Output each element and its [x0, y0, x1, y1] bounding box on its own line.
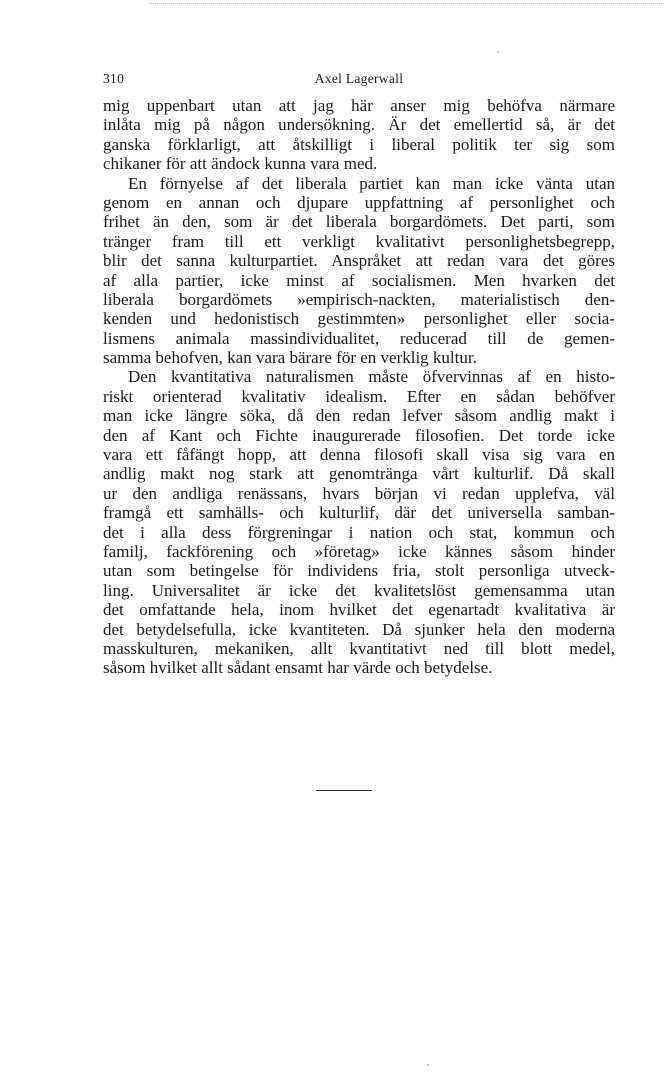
text-line: såsom hvilket allt sådant ensamt har värde och betydelse. [103, 658, 493, 678]
text-line: andlig makt nog stark att genomtränga vårt kulturlif. Då skall [103, 464, 615, 484]
text-line: det betydelsefulla, icke kvantiteten. Då sjunker hela den moderna [103, 619, 615, 639]
text-line: familj, fackförening och »företag» icke kännes såsom hinder [103, 541, 615, 561]
text-line: den af Kant och Fichte inaugurerade filosofien. Det torde icke [103, 425, 615, 445]
text-line: ling. Universalitet är icke det kvalitetslöst gemensamma utan [103, 580, 615, 600]
text-line: mig uppenbart utan att jag här anser mig behöfva närmare [103, 96, 615, 115]
text-line: ganska förklarligt, att åtskilligt i liberal politik ter sig som [103, 134, 615, 154]
text-line: masskulturen, mekaniken, allt kvantitativt ned till blott medel, [103, 638, 615, 658]
body-text [103, 96, 615, 678]
paragraph [103, 174, 615, 368]
text-line: man icke längre söka, då den redan lefver såsom andlig makt i [103, 406, 615, 426]
text-line: samma behofven, kan vara bärare för en verklig kultur. [103, 348, 477, 368]
text-line: framgå ett samhälls- och kulturlif, där det universella samban- [103, 503, 615, 523]
running-title: Axel Lagerwall [314, 71, 404, 86]
text-line: genom en annan och djupare uppfattning af personlighet och [103, 192, 615, 212]
text-line: inlåta mig på någon undersökning. Är det emellertid så, är det [103, 115, 615, 135]
text-line: lismens animala massindividualitet, reducerad till de gemen- [103, 328, 615, 348]
text-line: En förnyelse af det liberala partiet kan man icke vänta utan [128, 173, 615, 193]
scan-top-edge [150, 3, 664, 4]
text-line: tränger fram till ett verkligt kvalitativt personlighetsbegrepp, [103, 231, 615, 251]
scan-speck [427, 1064, 429, 1066]
text-line: Den kvantitativa naturalismen måste öfvervinnas af en histo- [128, 367, 615, 387]
text-line: utan som betingelse för individens fria, stolt personliga utveck- [103, 561, 615, 581]
text-line: liberala borgardömets »empirisch-nackten, materialistisch den- [103, 289, 615, 309]
text-line: ur den andliga renässans, hvars början vi redan upplefva, väl [103, 483, 615, 503]
text-line: chikaner för att ändock kunna vara med. [103, 154, 378, 174]
end-rule [316, 790, 372, 791]
paragraph [103, 367, 615, 677]
text-line: riskt orienterad kvalitativ idealism. Efter en sådan behöfver [103, 386, 615, 406]
text-line: blir det sanna kulturpartiet. Anspråket att redan vara det göres [103, 251, 615, 271]
text-line: det omfattande hela, inom hvilket det egenartadt kvalitativa är [103, 600, 615, 620]
scan-speck [497, 51, 499, 53]
page-header [103, 71, 615, 91]
text-line: af alla partier, icke minst af socialismen. Men hvarken det [103, 270, 615, 290]
text-line: frihet än den, som är det liberala borgardömets. Det parti, som [103, 212, 615, 232]
text-line: det i alla dess förgreningar i nation och stat, kommun och [103, 522, 615, 542]
paragraph [103, 96, 615, 174]
page-number: 310 [103, 71, 125, 86]
text-line: kenden und hedonistisch gestimmten» personlighet eller socia- [103, 309, 615, 329]
text-line: vara ett fåfängt hopp, att denna filosofi skall visa sig vara en [103, 445, 615, 465]
